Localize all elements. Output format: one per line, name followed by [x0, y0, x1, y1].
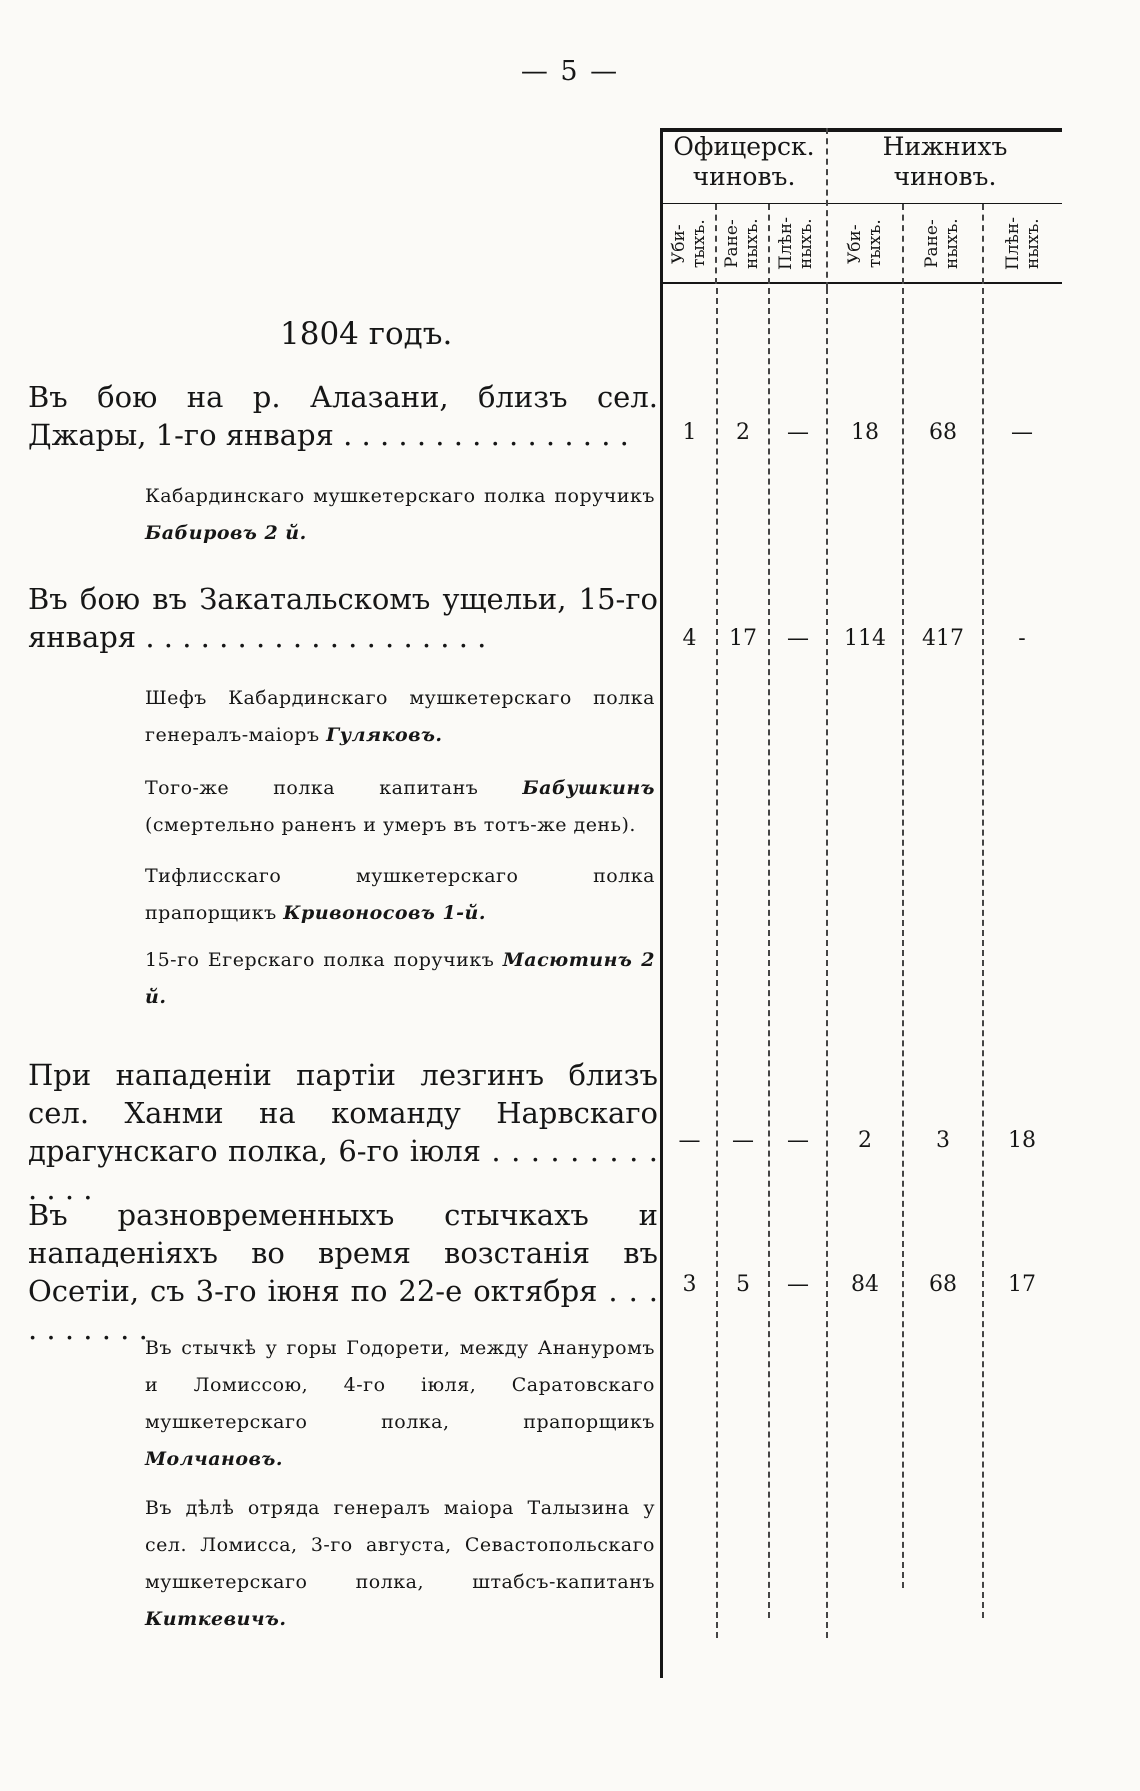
note-text: 15-го Егерскаго полка поручикъ: [145, 949, 503, 971]
note: [145, 1490, 655, 1638]
col-divider: [768, 288, 770, 1618]
note: [145, 478, 655, 552]
col-lower-wounded: Ране-ныхъ.: [922, 218, 962, 270]
lower-ranks-group-title: Нижнихъ чиновъ.: [882, 132, 1008, 191]
note-name: Масютинъ 2 й.: [145, 949, 656, 1008]
value-cell: 5: [736, 1272, 750, 1297]
value-cell: 68: [929, 420, 957, 445]
note: [145, 680, 655, 754]
table-header: [660, 128, 1062, 288]
header-left-rule: [660, 128, 663, 288]
value-cell: 18: [1008, 1128, 1036, 1153]
note: [145, 770, 655, 844]
entry-1: [28, 378, 658, 454]
col-divider: [826, 288, 828, 1638]
entry-text: Въ бою въ Закатальскомъ ущельи, 15-го января: [28, 582, 658, 654]
officers-group-title: Офицерск. чиновъ.: [673, 132, 815, 191]
value-cell: 2: [858, 1128, 872, 1153]
header-col-divider: [715, 204, 717, 284]
col-divider: [716, 288, 718, 1638]
header-group-divider: [826, 128, 828, 288]
entry-text: Въ бою на р. Алазани, близъ сел. Джары, 1-го января: [28, 380, 658, 452]
header-group-rule: [660, 203, 1062, 204]
header-col-divider: [902, 204, 904, 284]
note-name: Кривоносовъ 1-й.: [283, 902, 486, 924]
value-cell: 68: [929, 1272, 957, 1297]
value-cell: 3: [936, 1128, 950, 1153]
note-name: Киткевичъ.: [145, 1608, 287, 1630]
note-name: Бабушкинъ: [522, 777, 655, 799]
value-cell: —: [678, 1128, 701, 1153]
note-text: Въ дѣлѣ отряда генералъ маіора Талызина у сел. Ломисса, 3-го августа, Севастопольскаго мушкетерскаго полка, штабсъ-капитанъ: [145, 1497, 655, 1593]
col-lower-captured: Плѣн-ныхъ.: [1003, 217, 1043, 271]
note-text: Въ стычкѣ у горы Годорети, между Анануромъ и Ломиссою, 4-го іюля, Саратовскаго мушкетерскаго полка, прапорщикъ: [145, 1337, 655, 1433]
note: [145, 858, 655, 932]
note-text: Шефъ Кабардинскаго мушкетерскаго полка генералъ-маіоръ: [145, 687, 655, 746]
value-cell: 17: [729, 626, 757, 651]
value-cell: —: [787, 1128, 809, 1153]
header-col-divider: [768, 204, 770, 284]
col-divider: [982, 288, 984, 1618]
entry-2: [28, 580, 658, 656]
col-officers-killed: Уби-тыхъ.: [669, 219, 709, 269]
leader-dots: . . . . . . . . . . . . .: [28, 1134, 658, 1206]
note-name: Бабировъ 2 й.: [145, 522, 307, 544]
value-cell: 17: [1008, 1272, 1036, 1297]
page-number: — 5 —: [520, 56, 620, 87]
col-officers-wounded: Ране-ныхъ.: [722, 218, 762, 270]
value-cell: 114: [844, 626, 886, 651]
value-cell: —: [787, 626, 809, 651]
note: [145, 1330, 655, 1478]
col-lower-killed: Уби-тыхъ.: [845, 219, 885, 269]
value-cell: 18: [851, 420, 879, 445]
value-cell: —: [1011, 420, 1033, 445]
value-cell: 3: [682, 1272, 697, 1297]
value-cell: 2: [736, 420, 750, 445]
entry-3: [28, 1056, 658, 1208]
note-text: Тифлисскаго мушкетерскаго полка прапорщикъ: [145, 865, 655, 924]
table-left-rule: [660, 288, 663, 1678]
col-officers-captured: Плѣн-ныхъ.: [776, 217, 816, 271]
leader-dots: . . . . . . . . . . . . . . . .: [333, 418, 629, 452]
leader-dots: . . . . . . . . . .: [28, 1274, 658, 1346]
value-cell: 1: [682, 420, 697, 445]
col-divider: [902, 288, 904, 1588]
header-bottom-rule: [660, 282, 1062, 284]
note-name: Гуляковъ.: [326, 724, 443, 746]
header-col-divider: [982, 204, 984, 284]
value-cell: -: [1018, 626, 1026, 651]
value-cell: 84: [851, 1272, 879, 1297]
value-cell: 4: [682, 626, 697, 651]
entry-4: [28, 1196, 658, 1348]
note-text: Кабардинскаго мушкетерскаго полка поручикъ: [145, 485, 655, 507]
entry-text: Въ разновременныхъ стычкахъ и нападеніяхъ во время возстанія въ Осетіи, съ 3-го іюня по 22-е октября: [28, 1198, 658, 1308]
value-cell: —: [732, 1128, 754, 1153]
note-text: Того-же полка капитанъ: [145, 777, 523, 799]
value-cell: —: [787, 420, 809, 445]
leader-dots: . . . . . . . . . . . . . . . . . . .: [136, 620, 487, 654]
note: [145, 942, 655, 1016]
value-cell: 417: [922, 626, 964, 651]
year-heading: 1804 годъ.: [280, 316, 453, 352]
entry-text: При нападеніи партіи лезгинъ близъ сел. Ханми на команду Нарвскаго драгунскаго полка, 6-го іюля: [28, 1058, 658, 1168]
value-cell: —: [787, 1272, 809, 1297]
note-tail: (смертельно раненъ и умеръ въ тотъ-же день).: [145, 814, 636, 836]
note-name: Молчановъ.: [145, 1448, 283, 1470]
